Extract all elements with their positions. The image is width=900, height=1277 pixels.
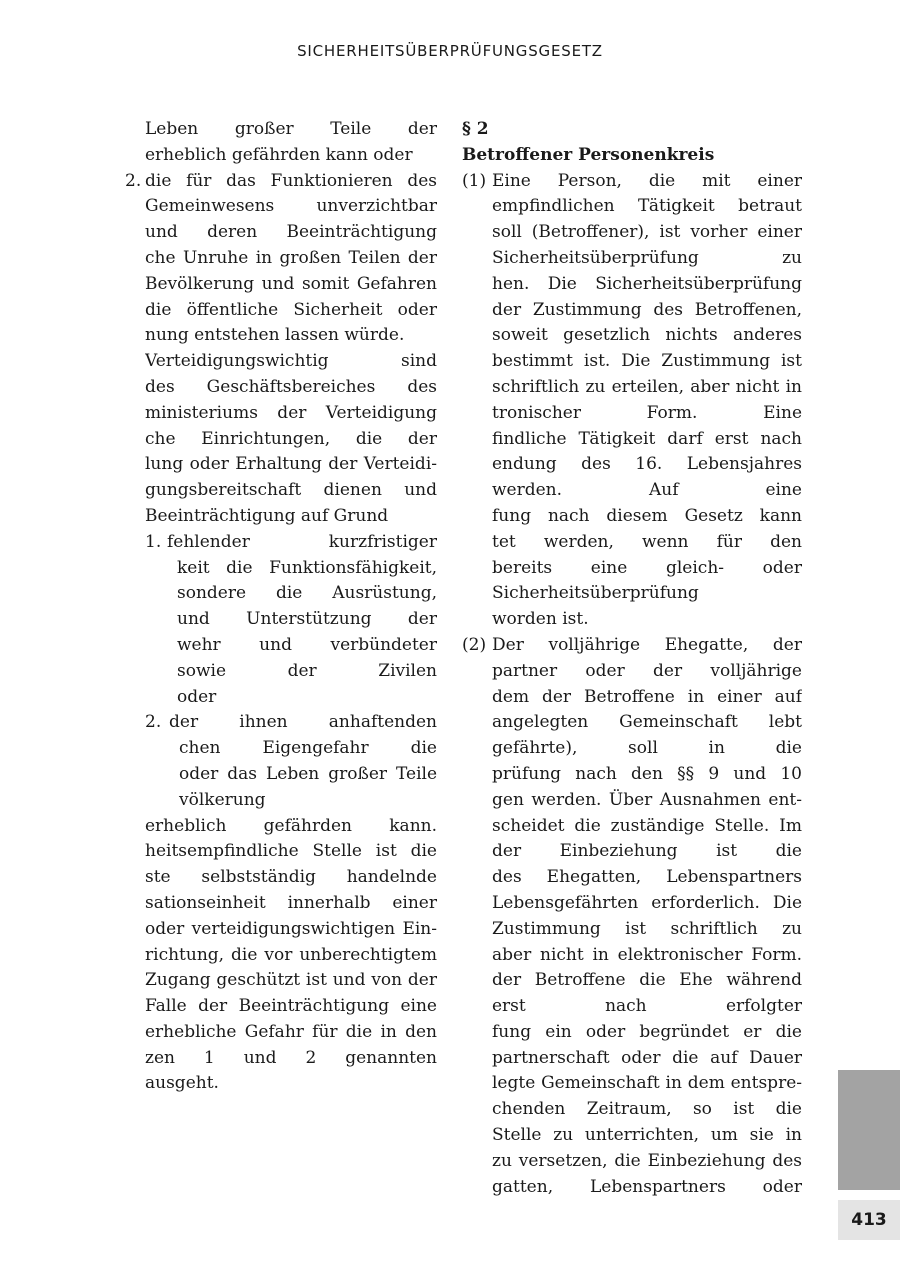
text-line: Falle der Beeinträchtigung eine xyxy=(145,996,437,1017)
list-number: 2. xyxy=(125,170,142,191)
text-line: erhebliche Gefahr für die in den xyxy=(145,1021,437,1042)
right-column xyxy=(462,117,802,1200)
text-line: legte Gemeinschaft in dem entspre- xyxy=(492,1073,802,1094)
text-line: Bevölkerung und somit Gefahren xyxy=(145,273,437,294)
defense-paragraph xyxy=(145,349,437,530)
text-line: werden. Auf eine xyxy=(492,480,802,501)
text-line: oder verteidigungswichtigen Ein- xyxy=(145,918,437,939)
text-line: der Einbeziehung ist die xyxy=(492,841,802,862)
text-line: Stelle zu unterrichten, um sie in xyxy=(492,1125,802,1146)
text-line: zu versetzen, die Einbeziehung des xyxy=(492,1150,802,1171)
text-line: empfindlichen Tätigkeit betraut xyxy=(492,196,802,217)
paragraph-number: (2) xyxy=(462,634,487,655)
text-line: und Unterstützung der xyxy=(177,609,437,630)
continuation-text xyxy=(145,117,437,169)
text-line: ministeriums der Verteidigung xyxy=(145,402,437,423)
text-line: völkerung xyxy=(179,789,266,810)
list-item-2 xyxy=(125,169,437,350)
text-line: scheidet die zuständige Stelle. Im xyxy=(492,815,802,836)
text-line: die für das Funktionieren des xyxy=(145,170,437,191)
closing-paragraph xyxy=(145,814,437,1098)
text-line: heitsempfindliche Stelle ist die xyxy=(145,841,437,862)
text-line: sondere die Ausrüstung, xyxy=(177,583,437,604)
list-item-text xyxy=(145,169,437,350)
text-line: worden ist. xyxy=(492,609,589,630)
text-line: die öffentliche Sicherheit oder xyxy=(145,299,437,320)
text-line: fung ein oder begründet er die xyxy=(492,1021,802,1042)
text-line: Verteidigungswichtig sind xyxy=(145,351,437,372)
text-line: findliche Tätigkeit darf erst nach xyxy=(492,428,802,449)
list-number: 2. xyxy=(145,712,162,733)
paragraph-2 xyxy=(462,633,802,1201)
text-line: ste selbstständig handelnde xyxy=(145,867,437,888)
text-line: Gemeinwesens unverzichtbar xyxy=(145,196,437,217)
paragraph-text xyxy=(492,169,802,633)
text-line: chen Eigengefahr die xyxy=(179,738,437,759)
text-line: nung entstehen lassen würde. xyxy=(145,325,405,346)
text-line: bereits eine gleich- oder xyxy=(492,557,802,578)
text-line: zen 1 und 2 genannten xyxy=(145,1047,437,1068)
text-line: tet werden, wenn für den xyxy=(492,531,802,552)
text-line: richtung, die vor unberechtigtem xyxy=(145,944,437,965)
text-line: partner oder der volljährige xyxy=(492,660,802,681)
text-line: soweit gesetzlich nichts anderes xyxy=(492,325,802,346)
text-line: prüfung nach den §§ 9 und 10 xyxy=(492,763,802,784)
text-line: erheblich gefährden kann oder xyxy=(145,144,413,165)
paragraph-1 xyxy=(462,169,802,633)
text-line: gatten, Lebenspartners oder xyxy=(492,1176,802,1197)
text-line: hen. Die Sicherheitsüberprüfung xyxy=(492,273,802,294)
text-line: oder das Leben großer Teile xyxy=(179,763,437,784)
text-line: keit die Funktionsfähigkeit, xyxy=(177,557,437,578)
text-line: schriftlich zu erteilen, aber nicht in xyxy=(492,376,802,397)
text-line: che Einrichtungen, die der xyxy=(145,428,437,449)
sublist-item-2 xyxy=(145,710,437,813)
paragraph-text xyxy=(492,633,802,1201)
left-column xyxy=(125,117,437,1097)
text-line: tronischer Form. Eine xyxy=(492,402,802,423)
text-line: soll (Betroffener), ist vorher einer xyxy=(492,222,802,243)
text-line: des Ehegatten, Lebenspartners xyxy=(492,867,802,888)
text-line: aber nicht in elektronischer Form. xyxy=(492,944,802,965)
text-line: der ihnen anhaftenden xyxy=(169,712,437,733)
list-item-text xyxy=(167,530,437,711)
section-number: § 2 xyxy=(462,119,489,139)
text-line: gefährte), soll in die xyxy=(492,738,802,759)
text-line: Beeinträchtigung auf Grund xyxy=(145,505,389,526)
text-line: chenden Zeitraum, so ist die xyxy=(492,1099,802,1120)
text-line: angelegten Gemeinschaft lebt xyxy=(492,712,802,733)
text-line: der Betroffene die Ehe während xyxy=(492,970,802,991)
text-line: Eine Person, die mit einer xyxy=(492,170,802,191)
text-line: fung nach diesem Gesetz kann xyxy=(492,505,802,526)
text-line: Sicherheitsüberprüfung xyxy=(492,583,699,604)
text-line: erheblich gefährden kann. xyxy=(145,815,437,836)
list-number: 1. xyxy=(145,531,162,552)
text-line: partnerschaft oder die auf Dauer xyxy=(492,1047,802,1068)
text-line: Sicherheitsüberprüfung zu xyxy=(492,247,802,268)
text-line: gungsbereitschaft dienen und xyxy=(145,480,437,501)
text-line: Zustimmung ist schriftlich zu xyxy=(492,918,802,939)
text-line: und deren Beeinträchtigung xyxy=(145,222,437,243)
text-line: wehr und verbündeter xyxy=(177,634,437,655)
text-line: lung oder Erhaltung der Verteidi- xyxy=(145,454,437,475)
text-line: endung des 16. Lebensjahres xyxy=(492,454,802,475)
text-line: dem der Betroffene in einer auf xyxy=(492,686,802,707)
text-line: der Zustimmung des Betroffenen, xyxy=(492,299,802,320)
text-line: des Geschäftsbereiches des xyxy=(145,376,437,397)
thumb-index-tab xyxy=(838,1070,900,1190)
text-line: erst nach erfolgter xyxy=(492,996,802,1017)
text-line: ausgeht. xyxy=(145,1073,219,1094)
running-header: SICHERHEITSÜBERPRÜFUNGSGESETZ xyxy=(297,42,603,60)
text-line: Der volljährige Ehegatte, der xyxy=(492,634,802,655)
text-line: Zugang geschützt ist und von der xyxy=(145,970,437,991)
section-title: Betroffener Personenkreis xyxy=(462,144,715,165)
text-line: gen werden. Über Ausnahmen ent- xyxy=(492,789,802,810)
paragraph-number: (1) xyxy=(462,170,487,191)
text-line: che Unruhe in großen Teilen der xyxy=(145,247,437,268)
text-line: sowie der Zivilen xyxy=(177,660,437,681)
text-line: fehlender kurzfristiger xyxy=(167,531,437,552)
text-line: oder xyxy=(177,686,217,707)
sublist-item-1 xyxy=(145,530,437,711)
text-line: Lebensgefährten erforderlich. Die xyxy=(492,892,802,913)
page-number: 413 xyxy=(838,1200,900,1240)
list-item-text xyxy=(169,710,437,813)
text-line: bestimmt ist. Die Zustimmung ist xyxy=(492,351,802,372)
text-line: sationseinheit innerhalb einer xyxy=(145,892,437,913)
text-line: Leben großer Teile der xyxy=(145,119,437,139)
